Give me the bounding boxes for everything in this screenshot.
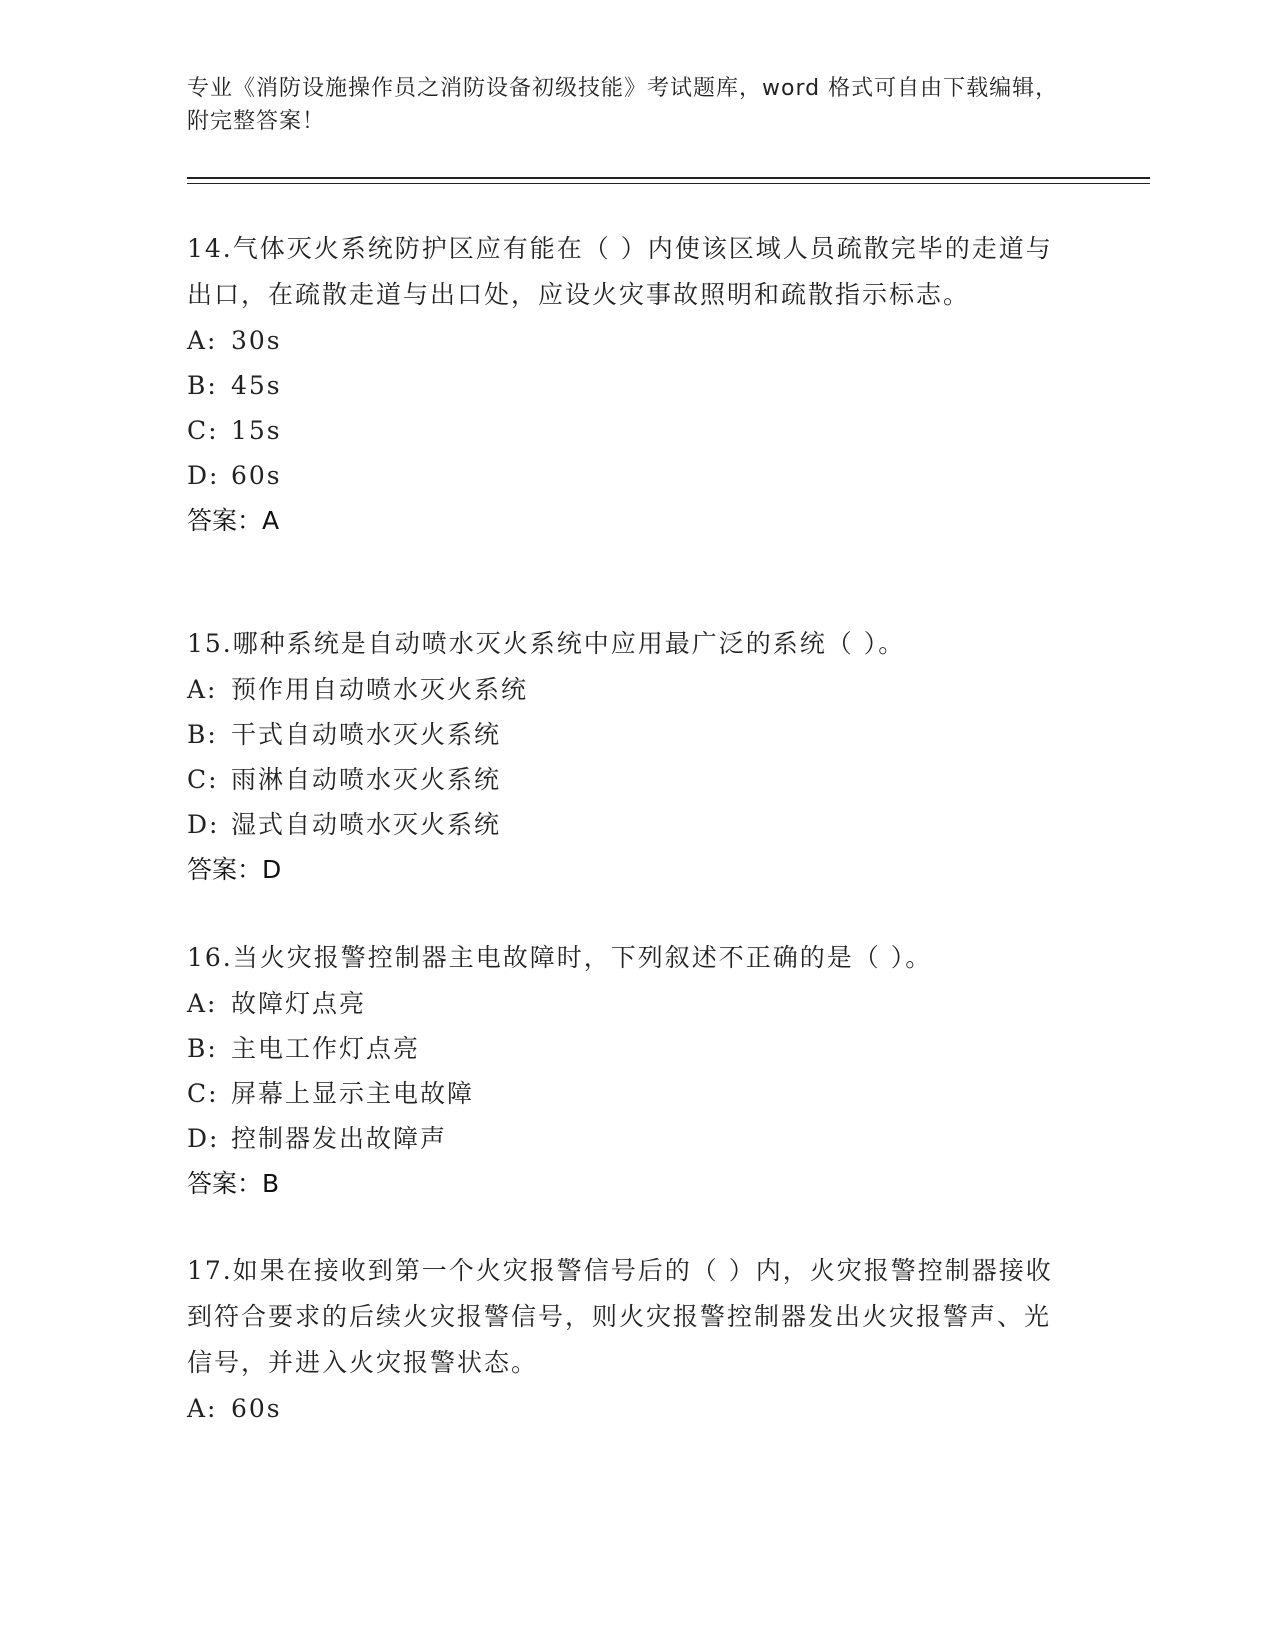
option-text: 控制器发出故障声 — [231, 1124, 448, 1153]
option-b — [187, 1026, 1067, 1071]
question-stem: 17.如果在接收到第一个火灾报警信号后的（ ）内，火灾报警控制器接收到符合要求的后续火灾报警信号，则火灾报警控制器发出火灾报警声、光信号，并进入火灾报警状态。 — [187, 1256, 1053, 1377]
option-key: C: — [187, 1079, 219, 1108]
option-text: 屏幕上显示主电故障 — [231, 1079, 475, 1108]
option-key: C: — [187, 416, 219, 445]
answer: 答案：A — [187, 506, 280, 535]
question-stem: 15.哪种系统是自动喷水灭火系统中应用最广泛的系统（ ）。 — [187, 629, 906, 658]
option-text: 湿式自动喷水灭火系统 — [231, 810, 502, 839]
question-14 — [187, 226, 1067, 543]
option-key: D: — [187, 810, 220, 839]
header-rule-top — [187, 177, 1150, 179]
option-key: A: — [187, 989, 218, 1018]
option-c — [187, 757, 1067, 802]
option-b — [187, 712, 1067, 757]
option-text: 30s — [231, 326, 282, 355]
document-header: 专业《消防设施操作员之消防设备初级技能》考试题库，word 格式可自由下载编辑，附完整答案！ — [187, 76, 1059, 134]
option-d — [187, 453, 1067, 498]
option-text: 雨淋自动喷水灭火系统 — [231, 765, 502, 794]
question-15 — [187, 621, 1067, 892]
option-text: 预作用自动喷水灭火系统 — [231, 675, 529, 704]
option-text: 干式自动喷水灭火系统 — [231, 720, 502, 749]
option-d — [187, 1116, 1067, 1161]
option-key: A: — [187, 326, 218, 355]
option-key: A: — [187, 1394, 218, 1423]
option-text: 15s — [231, 416, 282, 445]
header-rule-bottom — [187, 183, 1150, 184]
option-c — [187, 408, 1067, 453]
option-a — [187, 318, 1067, 363]
option-a — [187, 981, 1067, 1026]
option-text: 60s — [231, 1394, 282, 1423]
option-key: B: — [187, 1034, 218, 1063]
option-text: 主电工作灯点亮 — [231, 1034, 421, 1063]
question-16 — [187, 935, 1067, 1206]
option-key: D: — [187, 461, 220, 490]
option-key: D: — [187, 1124, 220, 1153]
option-d — [187, 802, 1067, 847]
option-a — [187, 1386, 1067, 1431]
option-key: C: — [187, 765, 219, 794]
question-17 — [187, 1248, 1067, 1431]
answer: 答案：D — [187, 855, 282, 884]
option-key: B: — [187, 371, 218, 400]
question-stem: 16.当火灾报警控制器主电故障时，下列叙述不正确的是（ ）。 — [187, 943, 933, 972]
option-text: 60s — [231, 461, 282, 490]
answer: 答案：B — [187, 1169, 280, 1198]
option-b — [187, 363, 1067, 408]
option-key: A: — [187, 675, 218, 704]
option-text: 故障灯点亮 — [231, 989, 367, 1018]
option-a — [187, 667, 1067, 712]
option-text: 45s — [231, 371, 282, 400]
option-c — [187, 1071, 1067, 1116]
option-key: B: — [187, 720, 218, 749]
question-stem: 14.气体灭火系统防护区应有能在（ ）内使该区域人员疏散完毕的走道与出口，在疏散走道与出口处，应设火灾事故照明和疏散指示标志。 — [187, 234, 1053, 309]
